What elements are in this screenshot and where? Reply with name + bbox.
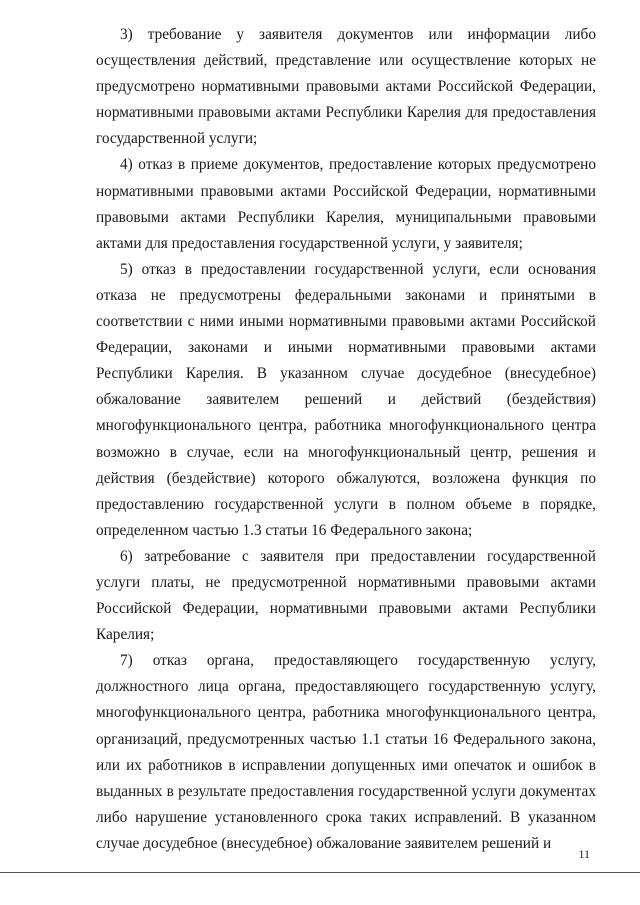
- paragraph-item-4: 4) отказ в приеме документов, предоставление которых предусмотрено нормативными правовыми актами Российской Федерации, нормативными правовыми актами Республики Карелия, муниципальными правовыми актами для предоставления государственной услуги, у заявителя;: [96, 156, 596, 252]
- paragraph-item-5: 5) отказ в предоставлении государственной услуги, если основания отказа не предусмотрены федеральными законами и принятыми в соответствии с ними иными нормативными правовыми актами Российской Федерации, законами и иными нормативными правовыми актами Республики Карелия. В указанном случае досудебное (внесудебное) обжалование заявителем решений и действий (бездействия) многофункционального центра, работника многофункционального центра возможно в случае, если на многофункциональный центр, решения и действия (бездействие) которого обжалуются, возложена функция по предоставлению государственной услуги в полном объеме в порядке, определенном частью 1.3 статьи 16 Федерального закона;: [96, 260, 596, 539]
- bottom-divider: [0, 872, 640, 873]
- paragraph-item-7: 7) отказ органа, предоставляющего государственную услугу, должностного лица органа, предоставляющего государственную услугу, многофункционального центра, работника многофункционального центра, организаций, предусмотренных частью 1.1 статьи 16 Федерального закона, или их работников в исправлении допущенных ими опечаток и ошибок в выданных в результате предоставления государственной услуги документах либо нарушение установленного срока таких исправлений. В указанном случае досудебное (внесудебное) обжалование заявителем решений и: [96, 652, 596, 852]
- paragraph-item-6: 6) затребование с заявителя при предоставлении государственной услуги платы, не предусмотренной нормативными правовыми актами Российской Федерации, нормативными правовыми актами Республики Карелия;: [96, 547, 596, 644]
- document-body: [96, 22, 596, 857]
- paragraph-item-3: 3) требование у заявителя документов или информации либо осуществления действий, представление или осуществление которых не предусмотрено нормативными правовыми актами Российской Федерации, нормативными правовыми актами Республики Карелия для предоставления государственной услуги;: [96, 26, 596, 148]
- page-number: 11: [578, 847, 590, 861]
